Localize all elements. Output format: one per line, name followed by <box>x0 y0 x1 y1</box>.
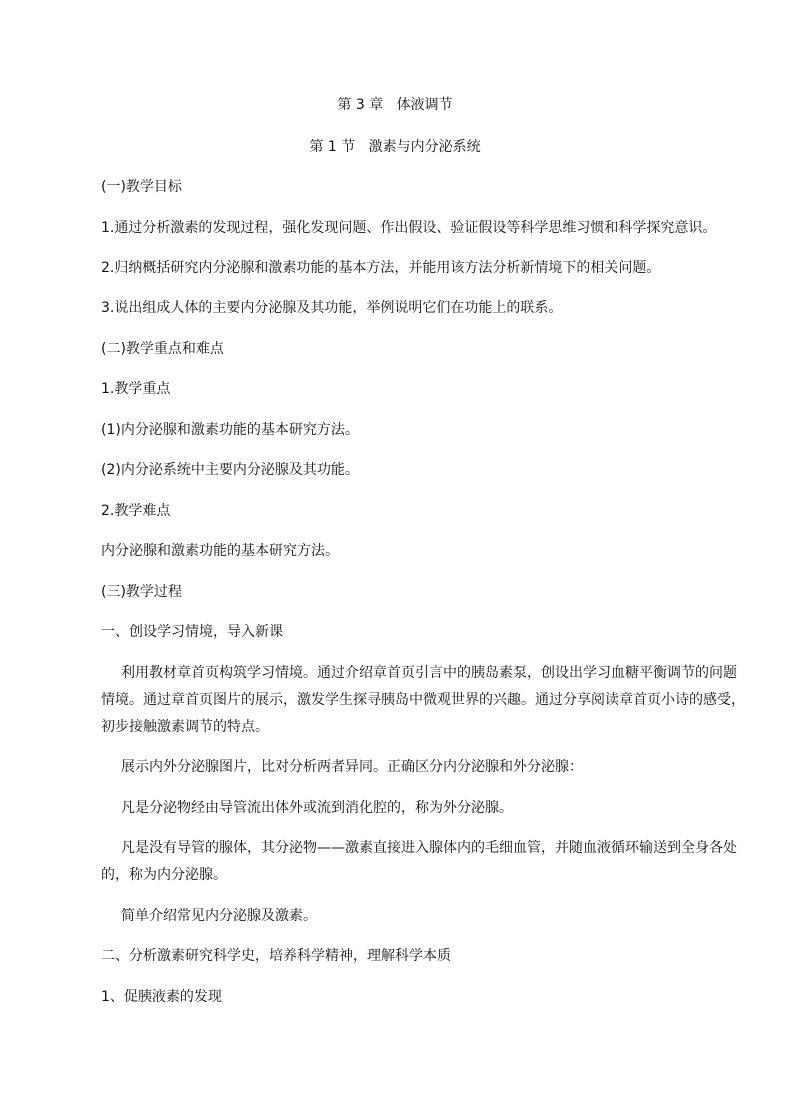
paragraph-intro-line-1: 利用教材章首页构筑学习情境。通过介绍章首页引言中的胰岛素泵，创设出学习血糖平衡调节的问题 <box>121 665 737 681</box>
goal-item-2: 2.归纳概括研究内分泌腺和激素功能的基本方法，并能用该方法分析新情境下的相关问题。 <box>101 260 661 276</box>
goal-item-3: 3.说出组成人体的主要内分泌腺及其功能，举例说明它们在功能上的联系。 <box>101 300 563 316</box>
difficulty-item: 内分泌腺和激素功能的基本研究方法。 <box>101 543 339 559</box>
paragraph-intro-line-2: 情境。通过章首页图片的展示，激发学生探寻胰岛中微观世界的兴趣。通过分享阅读章首页小诗的感受， <box>101 692 745 708</box>
subheading-key-points: 1.教学重点 <box>101 381 171 397</box>
key-point-1: (1)内分泌腺和激素功能的基本研究方法。 <box>101 422 359 438</box>
heading-key-points: (二)教学重点和难点 <box>101 341 224 357</box>
paragraph-intro-line-3: 初步接触激素调节的特点。 <box>101 719 269 735</box>
chapter-title: 第 3 章 体液调节 <box>337 97 453 113</box>
paragraph-glands-compare: 展示内外分泌腺图片，比对分析两者异同。正确区分内分泌腺和外分泌腺： <box>121 759 583 775</box>
heading-teaching-goals: (一)教学目标 <box>101 179 182 195</box>
section-title: 第 1 节 激素与内分泌系统 <box>309 139 481 155</box>
paragraph-endocrine-line-1: 凡是没有导管的腺体，其分泌物——激素直接进入腺体内的毛细血管，并随血液循环输送到全身各处 <box>121 840 737 856</box>
paragraph-exocrine-definition: 凡是分泌物经由导管流出体外或流到消化腔的，称为外分泌腺。 <box>121 800 513 816</box>
paragraph-endocrine-line-2: 的，称为内分泌腺。 <box>101 867 227 883</box>
process-step-2-heading: 二、分析激素研究科学史，培养科学精神，理解科学本质 <box>101 948 451 964</box>
goal-item-1: 1.通过分析激素的发现过程，强化发现问题、作出假设、验证假设等科学思维习惯和科学探究意识。 <box>101 220 717 236</box>
process-step-1-heading: 一、创设学习情境，导入新课 <box>101 624 283 640</box>
heading-teaching-process: (三)教学过程 <box>101 584 182 600</box>
subheading-secretin-discovery: 1、促胰液素的发现 <box>101 989 222 1005</box>
key-point-2: (2)内分泌系统中主要内分泌腺及其功能。 <box>101 462 359 478</box>
paragraph-common-glands: 简单介绍常见内分泌腺及激素。 <box>121 908 317 924</box>
subheading-difficulties: 2.教学难点 <box>101 503 171 519</box>
